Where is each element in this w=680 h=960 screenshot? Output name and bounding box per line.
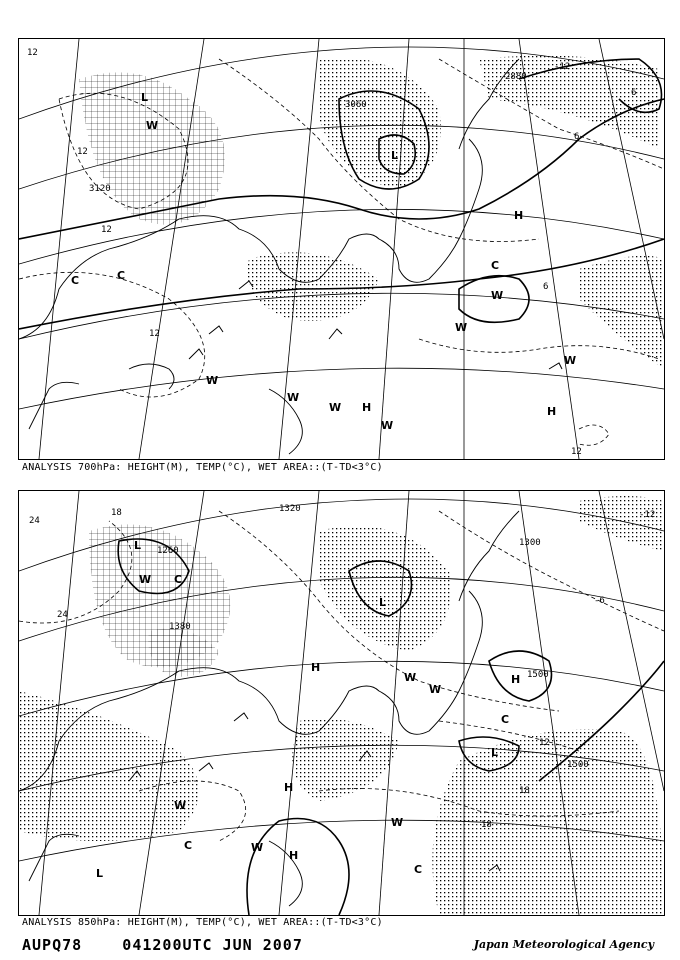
map-700hpa-svg — [19, 39, 664, 459]
contour-label: 1500 — [527, 670, 549, 680]
contour-label: 12 — [27, 48, 38, 58]
system-label: H — [547, 405, 557, 418]
map-panel-700hpa — [18, 38, 665, 460]
system-label: W — [287, 391, 300, 404]
contour-label: -6 — [594, 596, 605, 606]
system-label: C — [184, 839, 193, 852]
system-label: L — [391, 149, 399, 162]
system-label: C — [71, 274, 80, 287]
system-label: H — [362, 401, 372, 414]
system-label: L — [379, 596, 387, 609]
system-label: W — [404, 671, 417, 684]
contour-label: 18 — [519, 786, 530, 796]
caption-850hpa: ANALYSIS 850hPa: HEIGHT(M), TEMP(°C), WET AREA::(T-TD<3°C) — [22, 917, 383, 928]
contour-label: -12 — [554, 62, 571, 72]
system-label: C — [491, 259, 500, 272]
contour-label: 12 — [539, 738, 550, 748]
contour-label: 18 — [111, 508, 122, 518]
system-label: W — [491, 289, 504, 302]
contour-label: 1300 — [519, 538, 541, 548]
contour-label: 1260 — [157, 546, 179, 556]
system-label: W — [139, 573, 152, 586]
contour-label: 1320 — [279, 504, 301, 514]
system-label: C — [174, 573, 183, 586]
system-label: W — [564, 354, 577, 367]
system-label: W — [429, 683, 442, 696]
contour-label: 6 — [543, 282, 549, 292]
system-label: H — [284, 781, 294, 794]
map-panel-850hpa — [18, 490, 665, 916]
contour-label: 3060 — [345, 100, 367, 110]
issuing-agency: Japan Meteorological Agency — [473, 938, 654, 951]
system-label: L — [96, 867, 104, 880]
system-label: H — [511, 673, 521, 686]
contour-label: 12 — [571, 447, 582, 457]
system-label: W — [455, 321, 468, 334]
system-label: W — [391, 816, 404, 829]
system-label: W — [381, 419, 394, 432]
system-label: L — [491, 746, 499, 759]
contour-label: -12 — [639, 510, 656, 520]
system-label: W — [146, 119, 159, 132]
contour-label: 12 — [101, 225, 112, 235]
system-label: H — [289, 849, 299, 862]
contour-label: 6 — [574, 132, 580, 142]
system-label: C — [117, 269, 126, 282]
system-label: H — [311, 661, 321, 674]
contour-label: 2880 — [505, 72, 527, 82]
caption-700hpa: ANALYSIS 700hPa: HEIGHT(M), TEMP(°C), WET AREA::(T-TD<3°C) — [22, 462, 383, 473]
contour-label: 24 — [57, 610, 68, 620]
contour-label: 6 — [631, 88, 637, 98]
system-label: L — [141, 91, 149, 104]
map-850hpa-svg — [19, 491, 664, 915]
contour-label: 3120 — [89, 184, 111, 194]
system-label: W — [174, 799, 187, 812]
system-label: C — [414, 863, 423, 876]
contour-label: 1500 — [567, 760, 589, 770]
system-label: W — [251, 841, 264, 854]
system-label: W — [206, 374, 219, 387]
contour-label: 1380 — [169, 622, 191, 632]
wet-area-shading — [19, 496, 664, 915]
chart-code-and-time: AUPQ78 041200UTC JUN 2007 — [22, 936, 303, 954]
system-label: C — [501, 713, 510, 726]
contour-label: 12 — [149, 329, 160, 339]
contour-label: 12 — [77, 147, 88, 157]
contour-label: 24 — [29, 516, 40, 526]
system-label: H — [514, 209, 524, 222]
contour-label: 18 — [481, 820, 492, 830]
system-label: W — [329, 401, 342, 414]
system-label: L — [134, 539, 142, 552]
